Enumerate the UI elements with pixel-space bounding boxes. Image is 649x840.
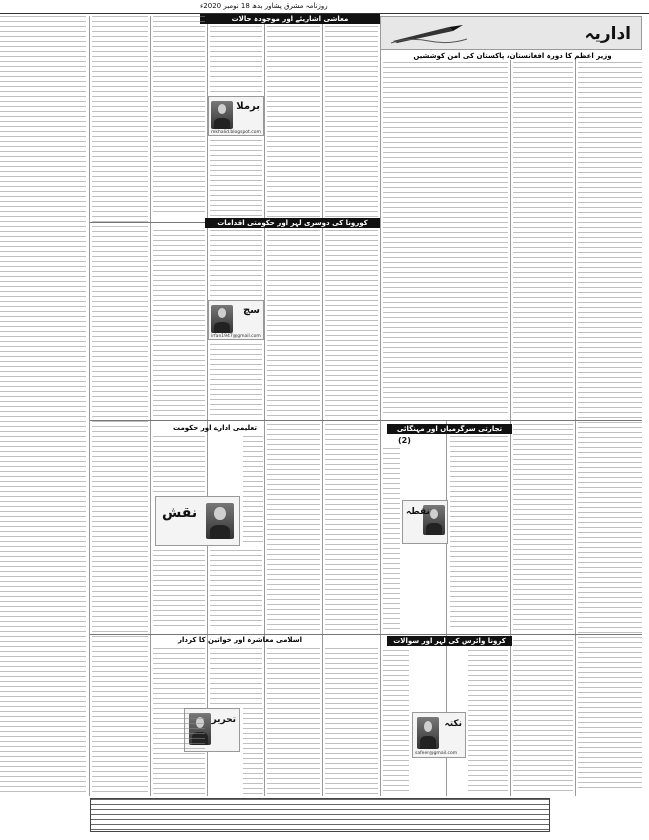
body-text (210, 344, 262, 416)
editorial-banner (380, 16, 642, 50)
body-text (513, 62, 573, 416)
column-logo: نقطہ (406, 507, 430, 517)
column-logo: نقش (162, 505, 198, 521)
column-headline: معاشی اشاریئے اور موجودہ حالات (200, 14, 380, 24)
column-logo: تحریر (211, 715, 236, 725)
body-text (153, 16, 205, 216)
body-text (0, 16, 86, 794)
columnist-box (208, 96, 264, 136)
body-text (267, 230, 320, 416)
body-text (578, 62, 642, 792)
body-text (153, 436, 205, 494)
author-email: safeer@gmail.com (415, 751, 458, 756)
columnist-portrait (206, 503, 234, 539)
column-rule (380, 16, 381, 796)
body-text (325, 26, 378, 218)
column-rule (89, 16, 90, 796)
body-text (513, 640, 573, 794)
body-text (383, 62, 508, 416)
body-text (210, 230, 262, 296)
body-text (383, 650, 409, 794)
body-text (153, 230, 205, 416)
columnist-box (412, 712, 466, 758)
columnist-portrait (211, 101, 233, 129)
body-text (243, 436, 263, 546)
body-text (267, 648, 320, 794)
column-logo: برملا (236, 101, 260, 112)
column-logo: سچ (242, 305, 260, 316)
body-text (513, 424, 573, 630)
column-rule (575, 60, 576, 796)
column-headline: تعلیمی ادارے اور حکومت (173, 424, 257, 432)
body-text (325, 424, 378, 630)
column-rule (264, 16, 265, 796)
column-headline: اسلامی معاشرہ اور خواتین کا کردار (178, 636, 302, 644)
column-headline: کرونا وائرس کی لہر اور سوالات (387, 636, 512, 646)
columnist-box (155, 496, 240, 546)
column-logo: نکتہ (444, 719, 462, 729)
editorial-title: اداریہ (584, 24, 631, 44)
column-headline: کورونا کی دوسری لہر اور حکومتی اقدامات (205, 218, 380, 228)
column-rule (322, 16, 323, 796)
body-text (325, 648, 378, 794)
masthead (0, 0, 649, 14)
body-text (267, 26, 320, 218)
author-email: mkhalid.blogspot.com (211, 130, 261, 135)
columnist-box (208, 300, 264, 340)
body-text (92, 16, 148, 794)
body-text (243, 708, 263, 794)
column-headline: تجارتی سرگرمیاں اور مہنگائی (387, 424, 512, 434)
body-text (468, 650, 508, 794)
body-text (153, 648, 205, 794)
body-text (210, 648, 262, 706)
body-text (325, 230, 378, 416)
columnist-portrait (211, 305, 233, 333)
footer-notice (90, 798, 550, 832)
body-text (210, 550, 262, 630)
body-text (210, 26, 262, 94)
column-rule (150, 16, 151, 796)
masthead-date: روزنامہ مشرق پشاور بدھ 18 نومبر 2020ء (200, 2, 328, 10)
columnist-portrait (417, 717, 439, 749)
body-text (153, 550, 205, 630)
body-text (210, 140, 262, 218)
columnist-box (402, 500, 448, 544)
author-email: irfan1947@gmail.com (211, 334, 261, 339)
body-text (383, 448, 400, 630)
editorial-headline: وزیر اعظم کا دورہ افغانستان، پاکستان کی امن کوششیں (413, 52, 612, 60)
body-text (267, 424, 320, 630)
pen-icon (389, 23, 469, 45)
part-number: (2) (398, 436, 411, 445)
body-text (450, 436, 508, 630)
